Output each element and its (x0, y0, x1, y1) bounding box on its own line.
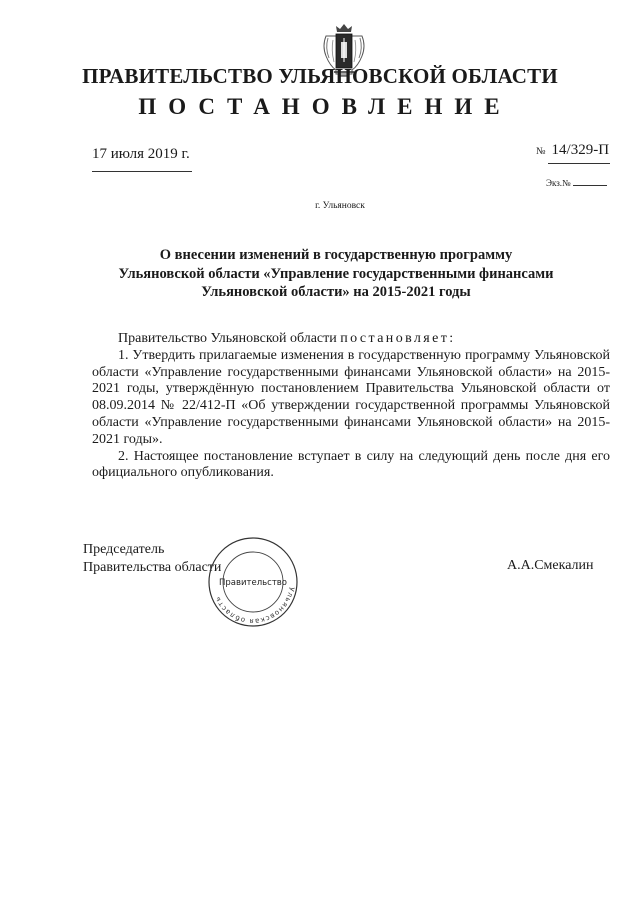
stamp-ring-text: Ульяновская область (213, 586, 296, 626)
city: г. Ульяновск (315, 201, 365, 211)
subject-line: Ульяновской области «Управление государственными финансами (118, 265, 554, 282)
preamble-verb: постановляет: (340, 331, 456, 346)
item-2: 2. Настоящее постановление вступает в силу на следующий день после дня его официального опубликования. (92, 448, 610, 481)
document-number (536, 142, 609, 159)
number-value: 14/329-П (551, 142, 610, 158)
number-sign: № (536, 146, 546, 157)
svg-text:Ульяновская область (213, 586, 296, 625)
subject-line: Ульяновской области» на 2015-2021 годы (201, 284, 471, 300)
number-underline (548, 163, 610, 164)
document-body (92, 331, 610, 482)
official-stamp (206, 535, 300, 629)
document-subject (96, 246, 576, 302)
signatory-title (83, 541, 221, 577)
subject-line: О внесении изменений в государственную программу (159, 247, 513, 263)
organization-title: ПРАВИТЕЛЬСТВО УЛЬЯНОВСКОЙ ОБЛАСТИ (82, 64, 558, 88)
stamp-center-text: Правительство (219, 578, 287, 588)
preamble-prefix: Правительство Ульяновской области (118, 331, 337, 346)
signatory-name: А.А.Смекалин (507, 558, 594, 573)
preamble (92, 331, 610, 348)
date-underline (92, 171, 192, 172)
signatory-title-line: Председатель (83, 542, 165, 557)
item-1: 1. Утвердить прилагаемые изменения в государственную программу Ульяновской области «Управление государственными финансами Ульяновской области» на 2015-2021 годы, утверждённую постановлением Правительства Ульяновской области от 08.09.2014 № 22/412-П «Об утверждении государственной программы Ульяновской области «Управление государственными финансами Ульяновской области» на 2015-2021 годы». (92, 347, 610, 447)
copy-blank (573, 185, 607, 186)
copy-label: Экз.№ (546, 178, 571, 188)
document-type: ПОСТАНОВЛЕНИЕ (138, 94, 512, 119)
signatory-title-line: Правительства области (83, 560, 222, 575)
document-date: 17 июля 2019 г. (92, 146, 190, 162)
copy-number (546, 178, 607, 188)
